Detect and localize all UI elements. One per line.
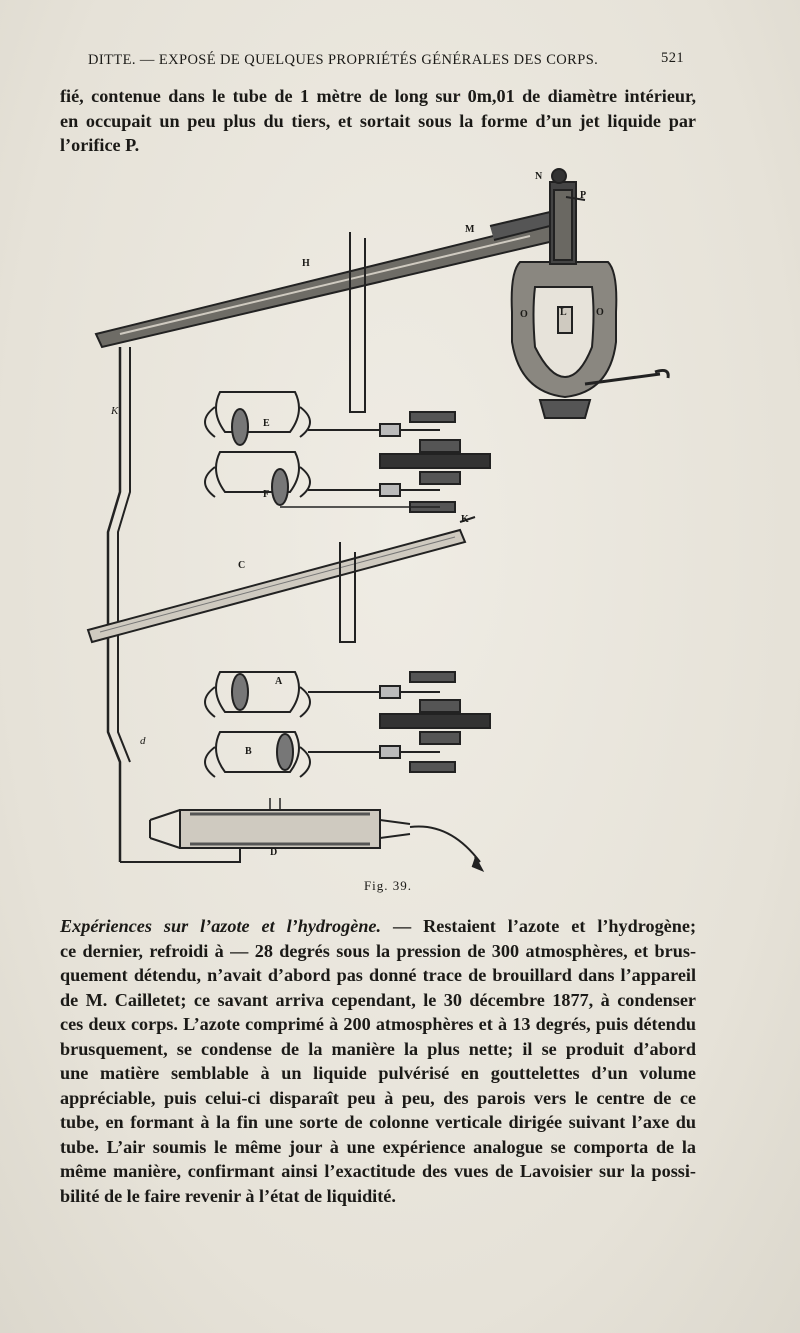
label-d-lower: d <box>140 735 146 747</box>
running-head: DITTE. — EXPOSÉ DE QUELQUES PROPRIÉTÉS GÉNÉRALES DES CORPS. <box>88 52 599 68</box>
text-line: quement détendu, n’avait d’abord pas donné trace de brouillard dans l’appareil <box>60 965 696 985</box>
heading-continuation: — Restaient l’azote et l’hydrogène; <box>381 916 696 936</box>
label-d-upper: D <box>270 847 278 858</box>
label-k-right: K <box>461 514 469 525</box>
figure-caption: Fig. 39. <box>363 878 413 893</box>
text-line: ces deux corps. L’azote comprimé à 200 atmosphères et à 13 degrés, puis détendu <box>60 1014 696 1034</box>
label-p: P <box>580 190 587 201</box>
text-line: l’orifice P. <box>60 135 140 155</box>
paragraph-intro <box>60 84 696 158</box>
text-line: fié, contenue dans le tube de 1 mètre de long sur 0m,01 de diamètre intérieur, <box>60 86 696 106</box>
middle-tube <box>88 530 465 642</box>
label-c: C <box>238 560 246 571</box>
label-b: B <box>245 746 252 757</box>
label-e: E <box>263 418 270 429</box>
label-f: F <box>263 489 270 500</box>
text-line: ce dernier, refroidi à — 28 degrés sous la pression de 300 atmosphères, et brus- <box>60 940 696 961</box>
text-line: en occupait un peu plus du tiers, et sortait sous la forme d’un jet liquide par <box>60 110 696 131</box>
text-line: une matière semblable à un liquide pulvérisé en gouttelettes d’un volume <box>60 1063 696 1083</box>
text-line: de M. Cailletet; ce savant arriva cependant, le 30 décembre 1877, à condenser <box>60 989 696 1010</box>
label-n: N <box>535 171 543 182</box>
label-o-left: O <box>520 309 528 320</box>
page-number: 521 <box>661 50 684 66</box>
pump-e-body <box>216 392 299 432</box>
text-line: tube. L’air soumis le même jour à une expérience analogue se comporta de la <box>60 1136 696 1157</box>
page-header <box>88 52 684 74</box>
lower-vessel <box>180 810 380 848</box>
label-a: A <box>275 676 283 687</box>
label-k-left: K <box>111 405 119 417</box>
label-m: M <box>465 224 475 235</box>
label-o-right: O <box>596 307 604 318</box>
label-h: H <box>302 258 310 269</box>
text-line: tube, en formant à la fin une sorte de colonne verticale dirigée suivant l’axe du <box>60 1112 696 1132</box>
text-line: brusquement, se condense de la manière la plus nette; il se produit d’abord <box>60 1038 696 1059</box>
paragraph-experiments <box>60 914 696 1208</box>
apparatus-illustration <box>80 162 680 882</box>
section-heading: Expériences sur l’azote et l’hydrogène. <box>60 916 382 936</box>
text-line: même manière, confirmant ainsi l’exactitude des vues de Lavoisier sur la possi- <box>60 1161 696 1181</box>
label-l: L <box>560 307 567 318</box>
text-line <box>60 914 696 939</box>
text-line: bilité de le faire revenir à l’état de liquidité. <box>60 1185 396 1206</box>
text-line: appréciable, puis celui-ci disparaît peu à peu, des parois vers le centre de ce <box>60 1087 696 1108</box>
pump-a-body <box>216 672 299 712</box>
